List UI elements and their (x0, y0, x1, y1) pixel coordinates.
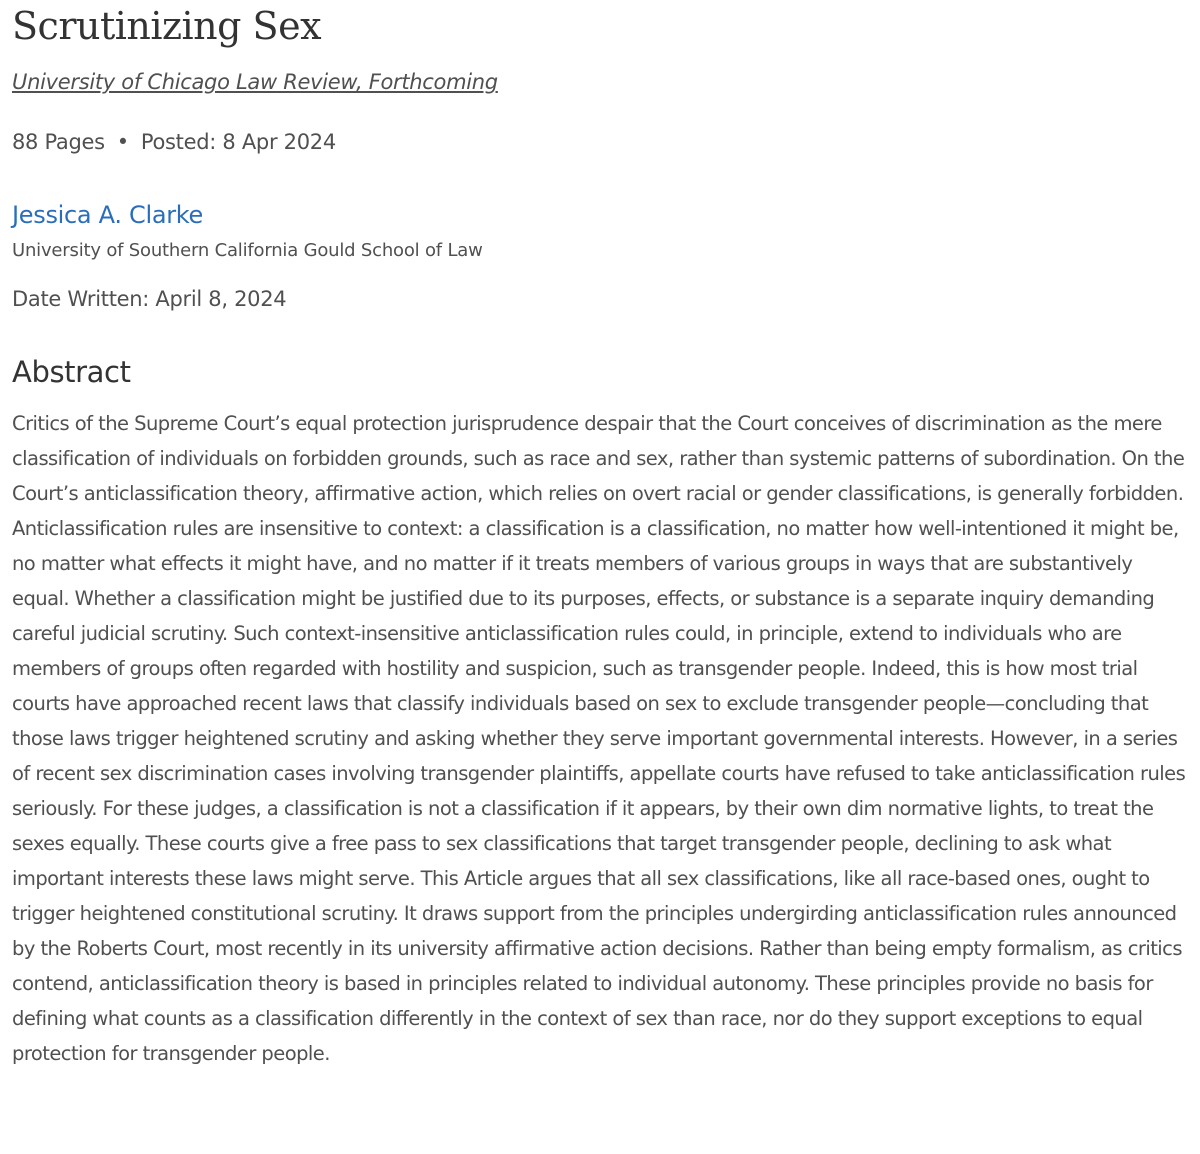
author-link[interactable]: Jessica A. Clarke (12, 201, 204, 229)
paper-title: Scrutinizing Sex (12, 4, 322, 48)
meta-separator: • (116, 130, 129, 154)
date-written: Date Written: April 8, 2024 (12, 287, 287, 311)
abstract-text: Critics of the Supreme Court’s equal protection jurisprudence despair that the Court conceives of discrimination as the mere classification of individuals on forbidden grounds, such as race and sex, rather than systemic patterns of subordination. On the Court’s anticlassification theory, affirmative action, which relies on overt racial or gender classifications, is generally forbidden. Anticlassification rules are insensitive to context: a classification is a classification, no matter how well-intentioned it might be, no matter what effects it might have, and no matter if it treats members of various groups in ways that are substantively equal. Whether a classification might be justified due to its purposes, effects, or substance is a separate inquiry demanding careful judicial scrutiny. Such context-insensitive anticlassification rules could, in principle, extend to individuals who are members of groups often regarded with hostility and suspicion, such as transgender people. Indeed, this is how most trial courts have approached recent laws that classify individuals based on sex to exclude transgender people—concluding that those laws trigger heightened scrutiny and asking whether they serve important governmental interests. However, in a series of recent sex discrimination cases involving transgender plaintiffs, appellate courts have refused to take anticlassification rules seriously. For these judges, a classification is not a classification if it appears, by their own dim normative lights, to treat the sexes equally. These courts give a free pass to sex classifications that target transgender people, declining to ask what important interests these laws might serve. This Article argues that all sex classifications, like all race-based ones, ought to trigger heightened constitutional scrutiny. It draws support from the principles undergirding anticlassification rules announced by the Roberts Court, most recently in its university affirmative action decisions. Rather than being empty formalism, as critics contend, anticlassification theory is based in principles related to individual autonomy. These principles provide no basis for defining what counts as a classification differently in the context of sex than race, nor do they support exceptions to equal protection for transgender people. (12, 412, 1186, 1065)
paper-meta (12, 130, 336, 154)
posted-date: Posted: 8 Apr 2024 (140, 130, 336, 154)
author-affiliation: University of Southern California Gould School of Law (12, 240, 483, 261)
journal-link[interactable]: University of Chicago Law Review, Forthcoming (12, 70, 498, 94)
page-count: 88 Pages (12, 130, 105, 154)
abstract-heading: Abstract (12, 355, 131, 389)
